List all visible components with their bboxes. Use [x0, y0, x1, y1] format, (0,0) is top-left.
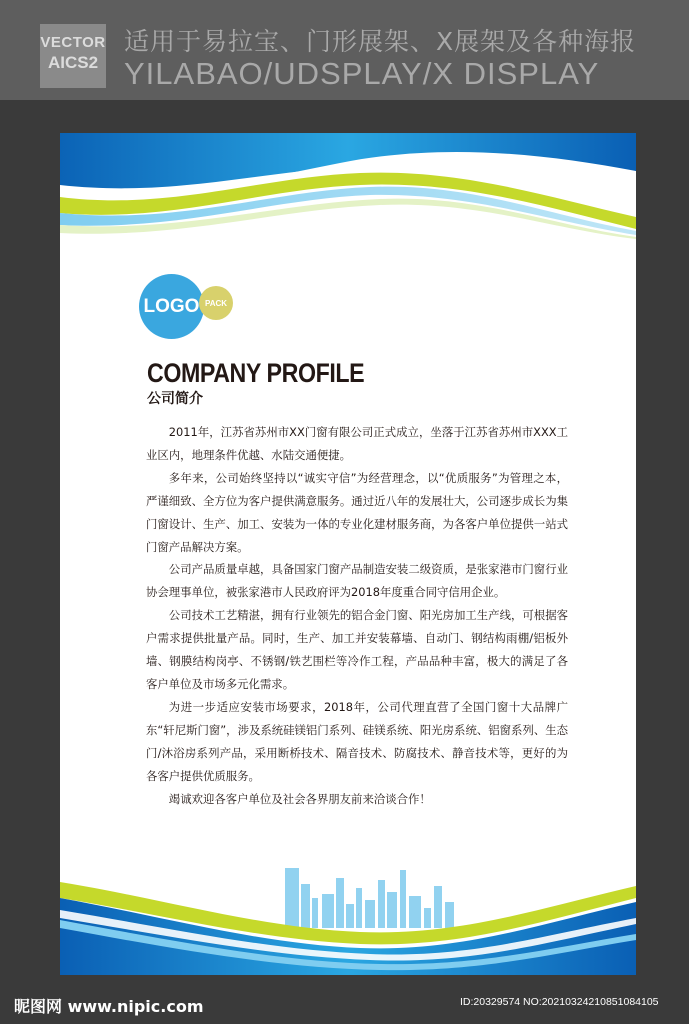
top-wave-graphic	[60, 133, 636, 243]
paragraph-3: 公司产品质量卓越，具备国家门窗产品制造安装二级资质，是张家港市门窗行业协会理事单位，被张家港市人民政府评为2018年度重合同守信用企业。	[146, 562, 568, 600]
logo-text: LOGO	[143, 295, 200, 317]
logo-circle	[139, 274, 204, 339]
paragraph-2: 多年来，公司始终坚持以“诚实守信”为经营理念，以“优质服务”为管理之本，严谨细致、全方位为客户提供满意服务。通过近八年的发展壮大，公司逐步成长为集门窗设计、生产、加工、安装为一体的专业化建材服务商，为各客户单位提供一站式门窗产品解决方案。	[146, 470, 568, 554]
paragraph-4: 公司技术工艺精湛，拥有行业领先的铝合金门窗、阳光房加工生产线，可根据客户需求提供批量产品。同时，生产、加工并安装幕墙、自动门、钢结构雨棚/铝板外墙、钢膜结构岗亭、不锈钢/铁艺围栏等冷作工程，产品品种丰富，极大的满足了各客户单位及市场多元化需求。	[146, 608, 568, 691]
banner-title-en: YILABAO/UDSPLAY/X DISPLAY	[124, 56, 600, 91]
pack-text: PACK	[204, 298, 228, 308]
vector-badge	[40, 24, 106, 88]
profile-body	[146, 421, 568, 810]
paragraph-6: 竭诚欢迎各客户单位及社会各界朋友前来洽谈合作！	[168, 791, 431, 806]
badge-line2: AICS2	[47, 53, 99, 72]
city-skyline-graphic	[285, 868, 454, 928]
paragraph-1: 2011年，江苏省苏州市XX门窗有限公司正式成立，坐落于江苏省苏州市XXX工业区内，地理条件优越、水陆交通便捷。	[146, 425, 568, 462]
bottom-wave-graphic	[60, 858, 636, 975]
title-cn: 公司简介	[147, 391, 203, 407]
watermark-id: ID:20329574 NO:20210324210851084105	[460, 996, 659, 1008]
pack-circle	[199, 286, 233, 320]
badge-line1: VECTOR	[40, 34, 106, 51]
banner-title-cn: 适用于易拉宝、门形展架、X展架及各种海报	[124, 27, 637, 56]
watermark-site: 昵图网 www.nipic.com	[14, 997, 204, 1016]
paragraph-5: 为进一步适应安装市场要求，2018年，公司代理直营了全国门窗十大品牌广东“轩尼斯门窗”，涉及系统硅镁铝门系列、硅镁系统、阳光房系统、铝窗系列、生态门/沐浴房系列产品，采用断桥技术、隔音技术、防腐技术、静音技术等，更好的为各客户提供优质服务。	[146, 699, 568, 783]
top-banner	[0, 0, 689, 100]
poster-sheet	[60, 133, 636, 975]
title-company-profile: COMPANY PROFILE	[147, 358, 365, 388]
